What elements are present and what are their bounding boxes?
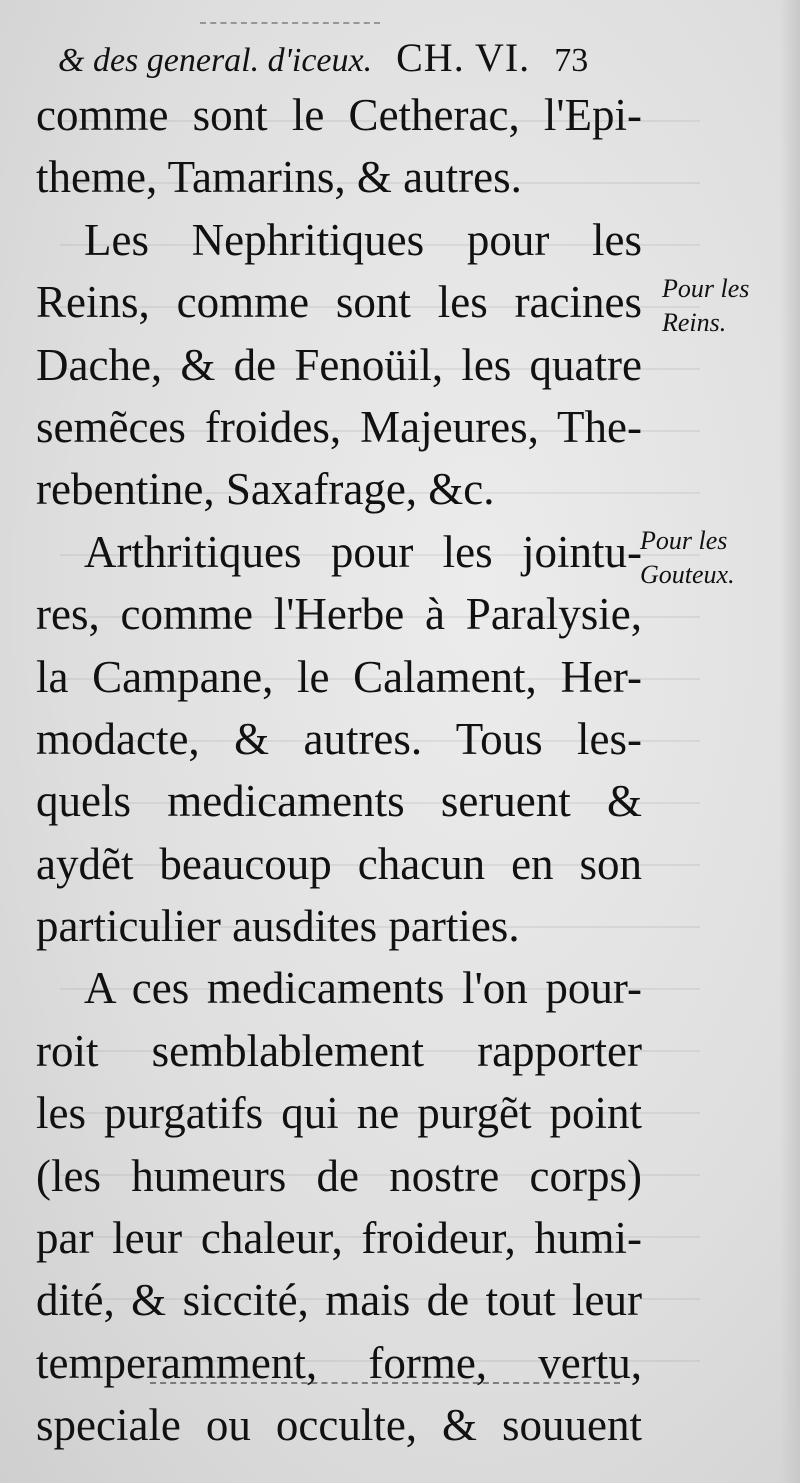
text-line: speciale ou occulte, & souuent — [36, 1400, 642, 1451]
text-line: Reins, comme sont les racines — [36, 277, 642, 328]
text-line: Dache, & de Fenoüil, les quatre — [36, 339, 642, 390]
text-line: modacte, & autres. Tous les- — [36, 713, 642, 764]
text-line: dité, & siccité, mais de tout leur — [36, 1275, 642, 1326]
text-line: res, comme l'Herbe à Paralysie, — [36, 589, 642, 640]
running-header — [58, 28, 638, 88]
page-number: 73 — [554, 42, 589, 79]
body-text — [36, 84, 642, 1457]
text-line: particulier ausdites parties. — [36, 901, 520, 952]
text-line: la Campane, le Calament, Her- — [36, 651, 642, 702]
text-line: par leur chaleur, froideur, humi- — [36, 1213, 642, 1264]
text-line: roit semblablement rapporter — [36, 1025, 642, 1076]
text-line: semẽces froides, Majeures, The- — [36, 401, 642, 452]
text-line: theme, Tamarins, & autres. — [36, 152, 522, 203]
page-edge-shadow — [780, 0, 800, 1483]
text-line: rebentine, Saxafrage, &c. — [36, 464, 495, 515]
bottom-rule — [150, 1382, 620, 1384]
text-line: Les Nephritiques pour les — [84, 214, 642, 265]
text-line: Arthritiques pour les jointu- — [84, 526, 642, 577]
text-line: comme sont le Cetherac, l'Epi- — [36, 90, 642, 140]
text-line: aydẽt beaucoup chacun en son — [36, 838, 642, 889]
margin-note-reins: Pour les Reins. — [662, 274, 750, 337]
text-line: A ces medicaments l'on pour- — [84, 963, 642, 1014]
margin-note-gouteux: Pour les Gouteux. — [640, 526, 735, 589]
text-line: temperamment, forme, vertu, — [36, 1337, 642, 1388]
top-rule — [200, 22, 380, 24]
chapter-label: CH. VI. — [396, 35, 531, 80]
text-line: quels medicaments seruent & — [36, 776, 642, 827]
running-title: & des general. d'iceux. — [58, 42, 373, 79]
text-line: (les humeurs de nostre corps) — [36, 1150, 642, 1201]
text-line: les purgatifs qui ne purgẽt point — [36, 1088, 642, 1139]
